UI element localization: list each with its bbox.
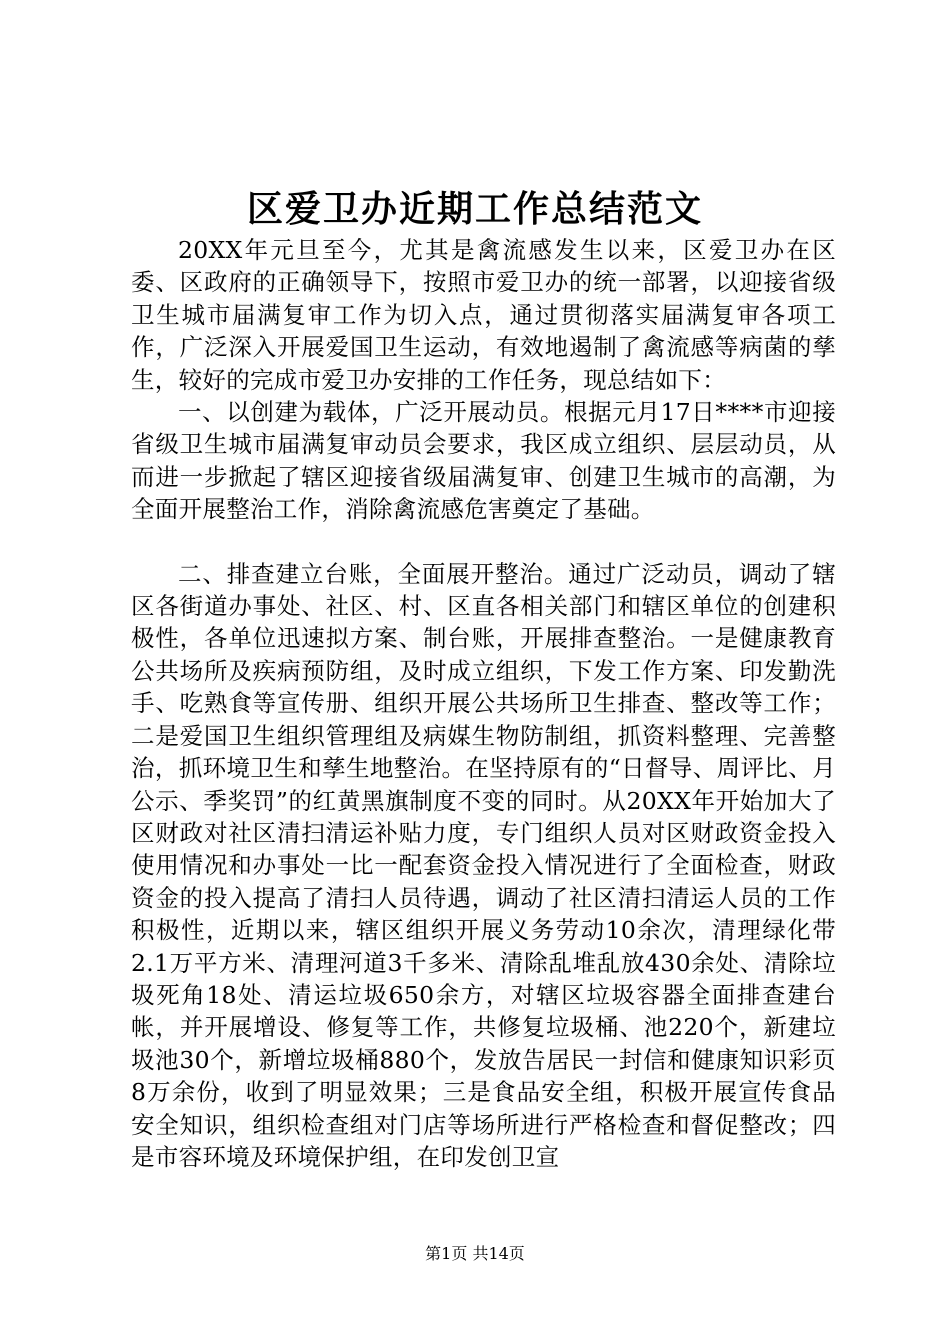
paragraph-section-2: 二、排查建立台账，全面展开整治。通过广泛动员，调动了辖区各街道办事处、社区、村、区直各相关部门和辖区单位的创建积极性，各单位迅速拟方案、制台账，开展排查整治。一是健康教育公共场所及疾病预防组，及时成立组织，下发工作方案、印发勤洗手、吃熟食等宣传册、组织开展公共场所卫生排查、整改等工作；二是爱国卫生组织管理组及病媒生物防制组，抓资料整理、完善整治，抓环境卫生和孳生地整治。在坚持原有的“日督导、周评比、月公示、季奖罚”的红黄黑旗制度不变的同时。从20XX年开始加大了区财政对社区清扫清运补贴力度，专门组织人员对区财政资金投入使用情况和办事处一比一配套资金投入情况进行了全面检查，财政资金的投入提高了清扫人员待遇，调动了社区清扫清运人员的工作积极性，近期以来，辖区组织开展义务劳动10余次，清理绿化带2.1万平方米、清理河道3千多米、清除乱堆乱放430余处、清除垃圾死角18处、清运垃圾650余方，对辖区垃圾容器全面排查建台帐，并开展增设、修复等工作，共修复垃圾桶、池220个，新建垃圾池30个，新增垃圾桶880个，发放告居民一封信和健康知识彩页8万余份，收到了明显效果；三是食品安全组，积极开展宣传食品安全知识，组织检查组对门店等场所进行严格检查和督促整改；四是市容环境及环境保护组，在印发创卫宣: [131, 559, 836, 1171]
document-body: [131, 234, 836, 1173]
page-number-footer: 第1页 共14页: [425, 1244, 525, 1263]
document-title: 区爱卫办近期工作总结范文: [246, 188, 703, 230]
paragraph-intro: 20XX年元旦至今，尤其是禽流感发生以来，区爱卫办在区委、区政府的正确领导下，按照市爱卫办的统一部署，以迎接省级卫生城市届满复审工作为切入点，通过贯彻落实届满复审各项工作，广泛深入开展爱国卫生运动，有效地遏制了禽流感等病菌的孳生，较好的完成市爱卫办安排的工作任务，现总结如下：: [131, 236, 836, 394]
paragraph-section-1: 一、以创建为载体，广泛开展动员。根据元月17日****市迎接省级卫生城市届满复审动员会要求，我区成立组织、层层动员，从而进一步掀起了辖区迎接省级届满复审、创建卫生城市的高潮，为全面开展整治工作，消除禽流感危害奠定了基础。: [131, 398, 836, 524]
